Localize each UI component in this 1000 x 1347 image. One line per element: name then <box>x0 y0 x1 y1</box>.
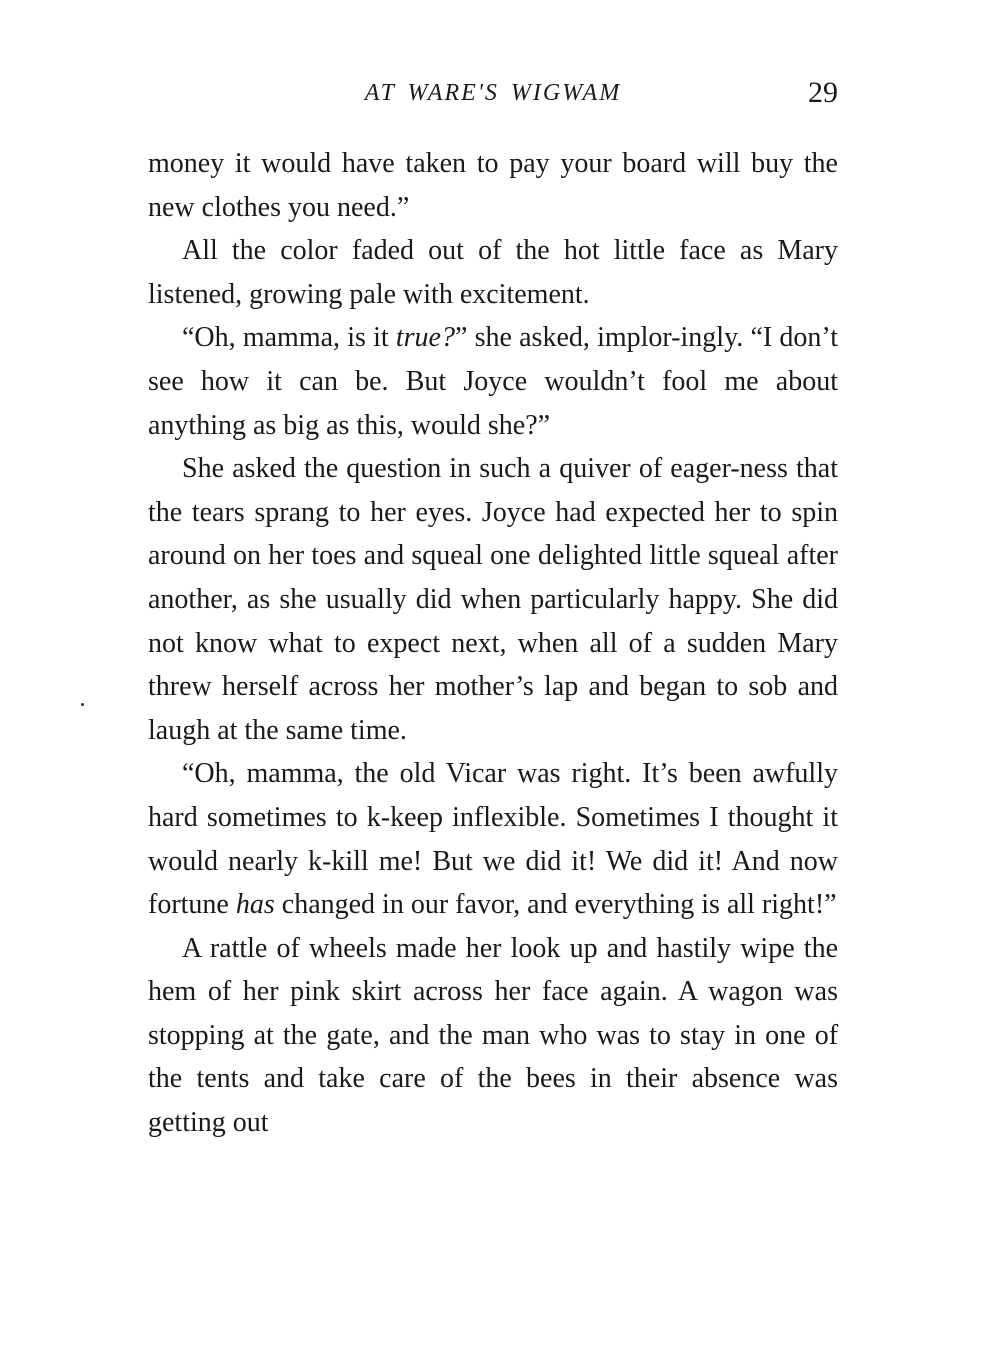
text-line: ness that the tears sprang to her eyes. Joyce had <box>148 453 838 528</box>
text-line: again. A wagon was stopping at the gate, and the <box>148 976 838 1051</box>
body-text <box>148 142 838 1145</box>
text-line: Mary threw herself across her mother’s lap and <box>148 627 839 703</box>
paragraph <box>148 752 838 926</box>
text-line: Sometimes I thought it would nearly k-kill me! <box>148 801 838 877</box>
paragraph <box>148 447 838 752</box>
paragraph <box>148 142 838 229</box>
text-line: But we did it! We did it! And now fortune <box>148 845 839 921</box>
text-line: “Oh, mamma, the old Vicar was right. It’s <box>182 758 678 790</box>
text-line: buy the new clothes you need.” <box>148 148 838 223</box>
text-line: “Oh, mamma, is it <box>182 322 396 354</box>
text-line: A rattle of wheels made her look up and hastily <box>182 932 732 964</box>
text-line: Mary listened, growing pale with excitement. <box>148 235 839 310</box>
text-line: usually did when particularly happy. She did not <box>148 583 838 659</box>
text-line: ” she asked, implor- <box>454 322 681 354</box>
running-header <box>148 74 838 114</box>
paragraph <box>148 316 838 447</box>
text-line: man who was to stay in one of the tents and take <box>148 1019 839 1095</box>
text-line: ingly. “I don’t see how it can be. But Joyce <box>148 322 839 397</box>
paragraph <box>148 927 838 1145</box>
paragraph <box>148 229 838 316</box>
text-line: She asked the question in such a quiver of eager- <box>182 453 740 485</box>
text-line: would she?” <box>410 409 551 441</box>
emphasis-has: has <box>235 889 275 921</box>
text-line: wipe the hem of her pink skirt across her face <box>148 932 839 1008</box>
stray-ink-mark <box>81 703 84 706</box>
text-line: changed in our favor, and everything is all right!” <box>281 889 837 921</box>
text-line: expected her to spin around on her toes and squeal <box>148 496 838 572</box>
emphasis-true: true? <box>395 322 455 354</box>
text-line: wouldn’t fool me about anything as big as this, <box>148 365 838 441</box>
text-line: one delighted little squeal after another, as she <box>148 540 838 615</box>
text-line: All the color faded out of the hot little face as <box>182 235 764 267</box>
text-line: care of the bees in their absence was getting out <box>148 1063 838 1139</box>
text-line: know what to expect next, when all of a sudden <box>194 627 767 659</box>
running-title: AT WARE'S WIGWAM <box>364 80 622 106</box>
page-number: 29 <box>808 76 838 109</box>
text-line: began to sob and laugh at the same time. <box>148 671 839 746</box>
text-line: money it would have taken to pay your board will <box>148 148 741 179</box>
text-line: been awfully hard sometimes to k-keep inflexible. <box>148 758 838 833</box>
